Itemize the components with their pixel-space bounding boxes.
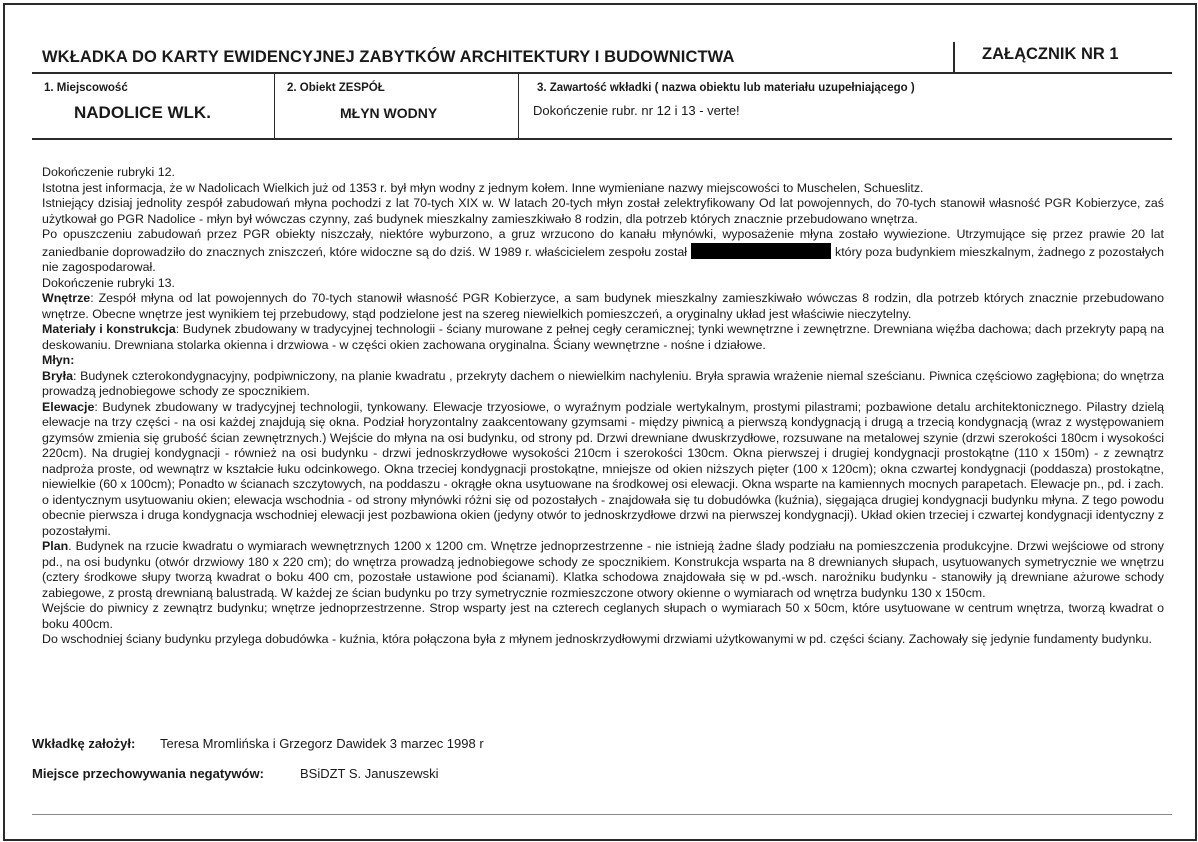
card-body [42,165,1164,648]
author-value: Teresa Mromlińska i Grzegorz Dawidek 3 marzec 1998 r [160,736,484,751]
text-materials: : Budynek zbudowany w tradycyjnej technologii - ściany murowane z pełnej cegły ceramicznej; tynki wewnętrzne i zewnętrzne. Drewniana więźba dachowa; dach przekryty papą na deskowaniu. Drewniana stolarka okienna i drzwiowa - w części okien zachowana oryginalna. Ściany wewnętrzne - nośne i działowe. [42,322,1164,352]
ownership-text-2: który poza budynkiem mieszkalnym, żadnego z pozostałych nie zagospodarował. [42,244,1164,274]
field-content-value: Dokończenie rubr. nr 12 i 13 - verte! [533,103,740,118]
paragraph-ownership [42,227,1164,276]
negatives-value: BSiDZT S. Januszewski [300,766,439,781]
footer-rule [32,814,1172,815]
field-divider-2 [518,74,519,138]
paragraph-smithy: Do wschodniej ściany budynku przylega dobudówka - kuźnia, która połączona była z młynem jednoskrzydłowymi drzwiami użytkowanymi w pd. części ściany. Zachowały się jedynie fundamenty budynku. [42,632,1152,646]
text-mass: : Budynek czterokondygnacyjny, podpiwniczony, na planie kwadratu , przekryty dachem o niewielkim nachyleniu. Bryła sprawia wrażenie niemal sześcianu. Piwnica częściowo zagłębiona; do wnętrza prowadzą jednobiegowe schody ze spocznikiem. [42,368,1164,398]
card-title: WKŁADKA DO KARTY EWIDENCYJNEJ ZABYTKÓW ARCHITEKTURY I BUDOWNICTWA [42,48,735,66]
field-object-label: 2. Obiekt ZESPÓŁ [287,82,385,94]
negatives-label: Miejsce przechowywania negatywów: [32,766,264,781]
label-mill: Młyn [42,353,71,367]
field-content-label: 3. Zawartość wkładki ( nazwa obiektu lub materiału uzupełniającego ) [537,82,915,94]
paragraph-interior [42,291,1164,322]
field-object-value: MŁYN WODNY [340,105,438,121]
label-interior: Wnętrze [42,291,91,305]
label-materials: Materiały i konstrukcja [42,322,176,336]
paragraph-mass [42,369,1164,400]
author-label: Wkładkę założył: [32,736,136,751]
rule-under-title [32,72,1172,74]
field-divider-1 [274,74,275,138]
label-plan: Plan [42,539,69,553]
annex-label: ZAŁĄCZNIK NR 1 [982,45,1119,63]
rule-under-fields [32,138,1172,140]
heading-rubric-12: Dokończenie rubryki 12. [42,165,175,179]
text-plan: . Budynek na rzucie kwadratu o wymiarach wewnętrznych 1200 x 1200 cm. Wnętrze jednoprzestrzenne - nie istnieją żadne ślady podziału na pomieszczenia produkcyjne. Drzwi wejściowe od strony pd., na osi budynku (otwór drzwiowy 180 x 220 cm); do wnętrza prowadzą jednobiegowe schody ze spocznikiem. Konstrukcja wsparta na 8 drewnianych słupach, usytuowanych symetrycznie we wnętrzu (cztery środkowe słupy tworzą kwadrat o boku 400 cm, pozostałe ustawione pod ścianami). Klatka schodowa znajdowała się w pd.-wsch. narożniku budynku - stanowiły ją drewniane ażurowe schody zabiegowe, z prostą drewnianą balustradą. W każdej ze ścian budynku po trzy symetrycznie rozmieszczone otwory okienne o wymiarach od wnętrza budynku 130 x 150cm. [42,539,1164,600]
label-mill-colon: : [70,353,75,367]
paragraph-materials [42,322,1164,353]
paragraph-history: Istotna jest informacja, że w Nadolicach Wielkich już od 1353 r. był młyn wodny z jednym kołem. Inne wymieniane nazwy miejscowości to Muschelen, Schueslitz. [42,180,924,195]
heading-rubric-13: Dokończenie rubryki 13. [42,275,175,290]
footer-negatives [32,766,439,781]
text-facades: : Budynek zbudowany w tradycyjnej technologii, tynkowany. Elewacje trzyosiowe, o wyraźnym podziale wertykalnym, prostymi pilastrami; pozbawione detalu architektonicznego. Pilastry dzielą elewacje na trzy części - na osi każdej znajdują się okna. Podział horyzontalny zaakcentowany gzymsami - między piwnicą a pierwszą kondygnacją i drugą a trzecią kondygnacją (wraz z występowaniem gzymsów zmienia się grubość ścian zewnętrznych.) Wejście do młyna na osi budynku, od strony pd. Drzwi drewniane dwuskrzydłowe, rozsuwane na metalowej szynie (drzwi szerokości 180cm i wysokości 220cm). Na drugiej kondygnacji - również na osi budynku - drzwi jednoskrzydłowe wysokości 210cm i szerokości 130cm. Okna pierwszej i drugiej kondygnacji prostokątne (110 x 150m) - z zewnątrz nadproża proste, od wewnątrz w kształcie łuku odcinkowego. Okna trzeciej kondygnacji prostokątne, mniejsze od okien niższych pięter (100 x 120cm); okna czwartej kondygnacji (poddasza) prostokątne, niewielkie (60 x 100cm); Ponadto w ścianach szczytowych, na poddaszu - okrągłe okna usytuowane na środkowej osi elewacji. Okna wsparte na kamiennych mocnych parapetach. Elewacje pn., pd. i zach. o identycznym usytuowaniu okien; elewacja wschodnia - od strony młynówki różni się od pozostałych - znajdowała się tu dobudówka (kuźnia), sięgająca drugiej kondygnacji budynku młyna. Z tego powodu obecnie pierwsza i druga kondygnacja wschodniej elewacji jest pozbawiona okien (jedyny otwór to jednoskrzydłowe drzwi na pierwszej kondygnacji). Układ okien trzeciej i czwartej kondygnacji identyczny z pozostałymi. [42,399,1164,538]
text-interior: : Zespół młyna od lat powojennych do 70-tych stanowił własność PGR Kobierzyce, a sam budynek mieszkalny zamieszkiwało wówczas 8 rodzin, dla potrzeb których znacznie przebudowano wnętrze. Obecne wnętrze jest wynikiem tej przebudowy, stąd podzielone jest na szereg niewielkich pomieszczeń, a oryginalny układ jest właściwie nieczytelny. [42,291,1164,321]
paragraph-complex: Istniejący dzisiaj jednolity zespół zabudowań młyna pochodzi z lat 70-tych XIX w. W latach 20-tych młyn został zelektryfikowany Od lat powojennych, do 70-tych stanowił własność PGR Kobierzyce, zaś użytkował go PGR Nadolice - młyn był wówczas czynny, zaś budynek mieszkalny zamieszkiwało 8 rodzin, dla potrzeb których znacznie przebudowano wnętrza. [42,196,1164,226]
label-facades: Elewacje [42,399,95,414]
paragraph-plan [42,539,1164,601]
paragraph-facades [42,400,1164,540]
paragraph-basement: Wejście do piwnicy z zewnątrz budynku; wnętrze jednoprzestrzenne. Strop wsparty jest na czterech ceglanych słupach o wymiarach 50 x 50cm, które usytuowane w centrum wnętrza, tworzą kwadrat o boku 400cm. [42,601,1164,631]
label-mass: Bryła [42,368,73,383]
field-location-label: 1. Miejscowość [44,82,128,94]
field-location-value: NADOLICE WLK. [74,103,211,122]
redacted-owner-name [691,243,831,259]
footer-author [32,736,484,751]
header-divider [953,42,955,74]
paragraph-mill [42,353,1164,369]
ownership-text-1: Po opuszczeniu zabudowań przez PGR obiekty niszczały, niektóre wyburzono, a gruz wrzucono do kanału młynówki, wyposażenie młyna zostało wywiezione. Utrzymujące się przez prawie 20 lat zaniedbanie doprowadziło do znacznych zniszczeń, które widoczne są do dziś. W 1989 r. właścicielem zespołu został [42,227,1164,259]
